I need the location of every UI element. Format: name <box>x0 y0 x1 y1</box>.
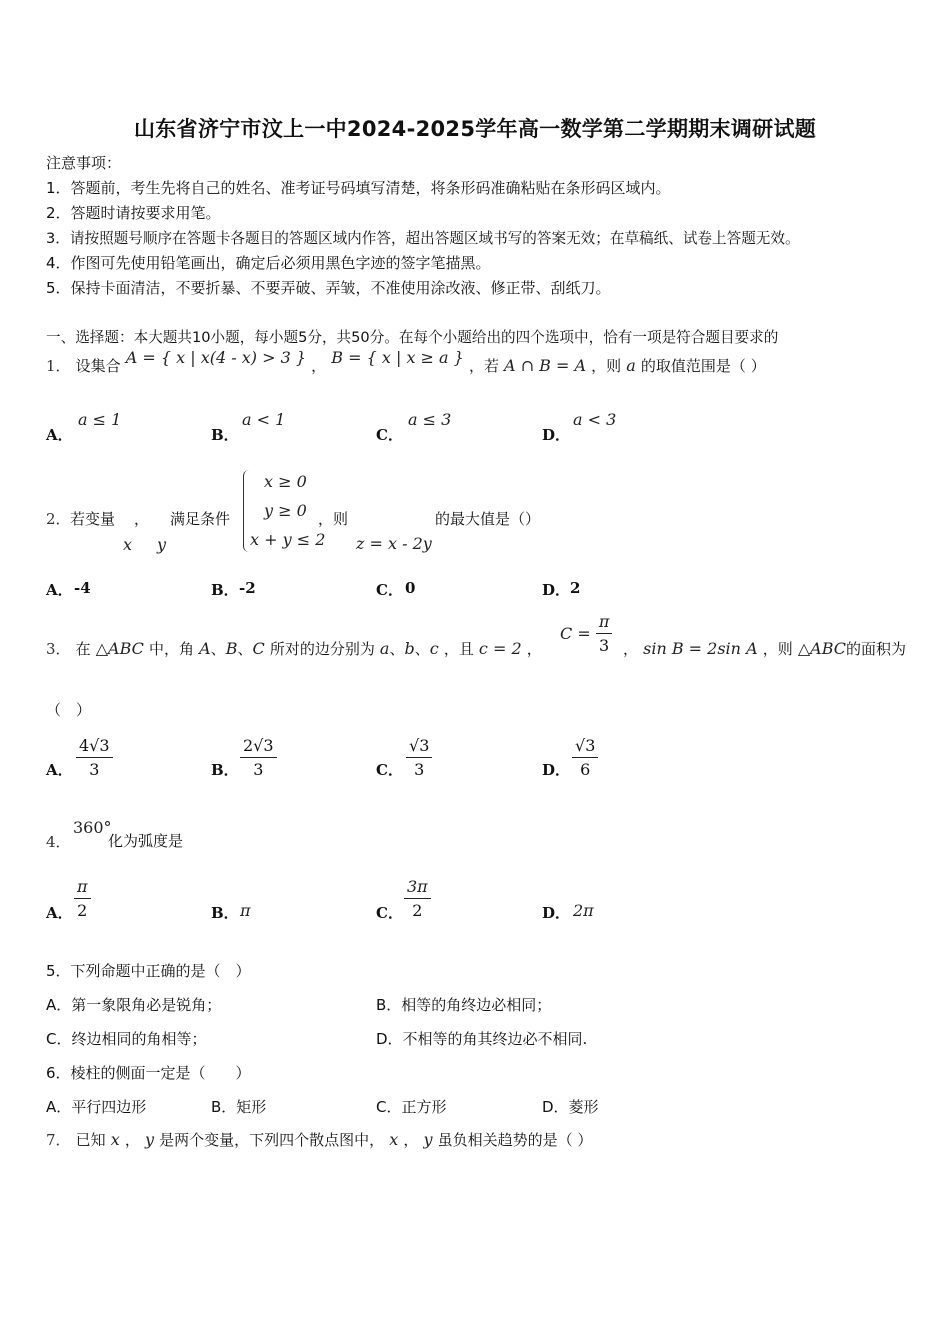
question-number: 2． <box>46 510 71 528</box>
option-label: B． <box>211 761 239 779</box>
fraction <box>596 612 613 655</box>
triangle-expression: △ABC <box>95 639 144 658</box>
option-value: -2 <box>239 579 256 597</box>
option: D．菱形 <box>542 1098 599 1116</box>
option-value: 2π <box>573 901 594 920</box>
variable: a <box>626 356 636 375</box>
constraint: x ≥ 0 <box>264 472 307 491</box>
option-value: a ≤ 3 <box>408 410 452 429</box>
question-number: 3． <box>46 640 71 658</box>
numerator: √3 <box>572 736 598 758</box>
option-label: C． <box>376 761 403 779</box>
option-value: -4 <box>74 579 91 597</box>
option-label: C． <box>376 426 403 444</box>
question-number: 7． <box>46 1131 71 1149</box>
option: C．终边相同的角相等； <box>46 1030 207 1048</box>
denominator: 6 <box>580 760 591 779</box>
question-6-text: 6．棱柱的侧面一定是（ ） <box>46 1064 251 1082</box>
denominator: 2 <box>77 901 88 920</box>
question-text: 化为弧度是 <box>108 832 184 850</box>
variable-y: y <box>144 1130 155 1149</box>
separator: 、 <box>414 640 430 658</box>
angle-b: B <box>225 639 238 658</box>
question-1 <box>46 348 766 376</box>
constraint: x + y ≤ 2 <box>250 530 326 549</box>
question-number: 4． <box>46 833 71 851</box>
question-text: 的面积为 <box>845 640 906 658</box>
option-fraction <box>74 877 91 920</box>
denominator: 3 <box>253 760 264 779</box>
angle-c-label: C = <box>560 624 591 643</box>
option: B．矩形 <box>211 1098 267 1116</box>
option-value: a < 1 <box>242 410 286 429</box>
option-label: A． <box>46 761 73 779</box>
option-label: D． <box>542 761 571 779</box>
angle-a: A <box>199 639 211 658</box>
question-text: 所对的边分别为 <box>269 640 375 658</box>
question-7 <box>46 1129 592 1150</box>
option-label: A． <box>46 426 73 444</box>
question-text: 已知 <box>75 1131 106 1149</box>
notice-item: 3．请按照题号顺序在答题卡各题目的答题区域内作答，超出答题区域书写的答案无效；在草稿纸、试卷上答题无效。 <box>46 230 800 247</box>
option-value: 0 <box>405 579 416 597</box>
question-text: 的最大值是（） <box>435 510 541 528</box>
notice-item: 2．答题时请按要求用笔。 <box>46 204 221 222</box>
denominator: 3 <box>414 760 425 779</box>
sine-relation: sin B = 2sin A <box>643 639 758 658</box>
question-text: 若变量 <box>70 510 116 528</box>
section-header: 一、选择题：本大题共10小题，每小题5分，共50分。在每个小题给出的四个选项中，恰有一项是符合题目要求的 <box>46 329 779 346</box>
variable-x: x <box>123 535 133 554</box>
option-fraction <box>406 736 432 779</box>
option-fraction <box>404 877 431 920</box>
separator: ， <box>526 640 542 658</box>
option-label: B． <box>211 426 239 444</box>
variable-x: x <box>110 1130 120 1149</box>
option-label: C． <box>376 581 403 599</box>
question-text: 在 <box>75 640 91 658</box>
variable-x: x <box>389 1130 399 1149</box>
question-text: ， <box>134 510 150 528</box>
notice-item: 5．保持卡面清洁，不要折暴、不要弄破、弄皱，不准使用涂改液、修正带、刮纸刀。 <box>46 279 611 297</box>
question-text: ，则 <box>318 510 349 528</box>
set-a-expression: A = { x | x(4 - x) > 3 } <box>125 348 307 367</box>
notice-heading: 注意事项： <box>46 154 122 172</box>
question-5-text: 5．下列命题中正确的是（ ） <box>46 962 251 980</box>
option-label: A． <box>46 581 73 599</box>
notice-item: 1．答题前，考生先将自己的姓名、准考证号码填写清楚，将条形码准确粘贴在条形码区域内。 <box>46 179 671 197</box>
triangle-expression: △ABC <box>797 639 846 658</box>
angle-c-value <box>560 612 612 655</box>
option-value: a ≤ 1 <box>78 410 122 429</box>
question-number: 1． <box>46 357 71 375</box>
question-text: 中，角 <box>149 640 195 658</box>
question-text: ，则 <box>591 357 622 375</box>
variable-y: y <box>423 1130 433 1149</box>
option-value: π <box>240 901 251 920</box>
separator: ， <box>403 1131 419 1149</box>
option-label: A． <box>46 904 73 922</box>
numerator: 2√3 <box>240 736 277 758</box>
question-text: ，若 <box>468 357 499 375</box>
answer-parentheses: （ ） <box>46 701 92 719</box>
denominator: 2 <box>412 901 423 920</box>
side-b: b <box>404 639 415 658</box>
side-a: a <box>379 639 390 658</box>
denominator: 3 <box>89 760 100 779</box>
notice-item: 4．作图可先使用铅笔画出，确定后必须用黑色字迹的签字笔描黑。 <box>46 254 491 272</box>
question-text: 是两个变量，下列四个散点图中， <box>159 1131 385 1149</box>
option: D．不相等的角其终边必不相同. <box>376 1030 588 1048</box>
numerator: 3π <box>404 877 431 899</box>
question-text: ，则 <box>762 640 793 658</box>
question-3 <box>46 638 542 659</box>
option-label: B． <box>211 581 239 599</box>
separator: ， <box>311 357 327 375</box>
option-label: D． <box>542 581 571 599</box>
option-value: a < 3 <box>573 410 617 429</box>
angle-c: C <box>252 639 265 658</box>
numerator: 4√3 <box>76 736 113 758</box>
variable-y: y <box>157 535 167 554</box>
separator: 、 <box>389 640 405 658</box>
constraint: y ≥ 0 <box>264 501 307 520</box>
question-text: 满足条件 <box>170 510 231 528</box>
question-3-tail <box>623 638 906 659</box>
question-text: 设集合 <box>75 357 121 375</box>
page-title: 山东省济宁市汶上一中2024-2025学年高一数学第二学期期末调研试题 <box>133 117 817 141</box>
option: B．相等的角终边必相同； <box>376 996 552 1014</box>
objective-expression: z = x - 2y <box>356 534 432 553</box>
condition-expression: A ∩ B = A <box>504 356 587 375</box>
option-fraction <box>76 736 113 779</box>
option: C．正方形 <box>376 1098 447 1116</box>
option-label: B． <box>211 904 239 922</box>
system-brace <box>243 470 250 552</box>
question-text: ，且 <box>443 640 474 658</box>
numerator: √3 <box>406 736 432 758</box>
question-text: 虽负相关趋势的是（ ） <box>437 1131 593 1149</box>
option-fraction <box>572 736 598 779</box>
option-value: 2 <box>570 579 581 597</box>
option-label: D． <box>542 904 571 922</box>
numerator: π <box>596 612 613 634</box>
side-c: c <box>429 639 439 658</box>
option-label: C． <box>376 904 403 922</box>
question-text: 的取值范围是（ ） <box>640 357 766 375</box>
separator: 、 <box>237 640 253 658</box>
numerator: π <box>74 877 91 899</box>
option-label: D． <box>542 426 571 444</box>
option: A．第一象限角必是锐角； <box>46 996 222 1014</box>
set-b-expression: B = { x | x ≥ a } <box>331 348 464 367</box>
option-fraction <box>240 736 277 779</box>
separator: ， <box>623 640 639 658</box>
option: A．平行四边形 <box>46 1098 147 1116</box>
separator: ， <box>124 1131 140 1149</box>
degree-value: 360° <box>73 818 112 837</box>
denominator: 3 <box>598 636 610 655</box>
side-c-value: c = 2 <box>478 639 522 658</box>
separator: 、 <box>210 640 226 658</box>
